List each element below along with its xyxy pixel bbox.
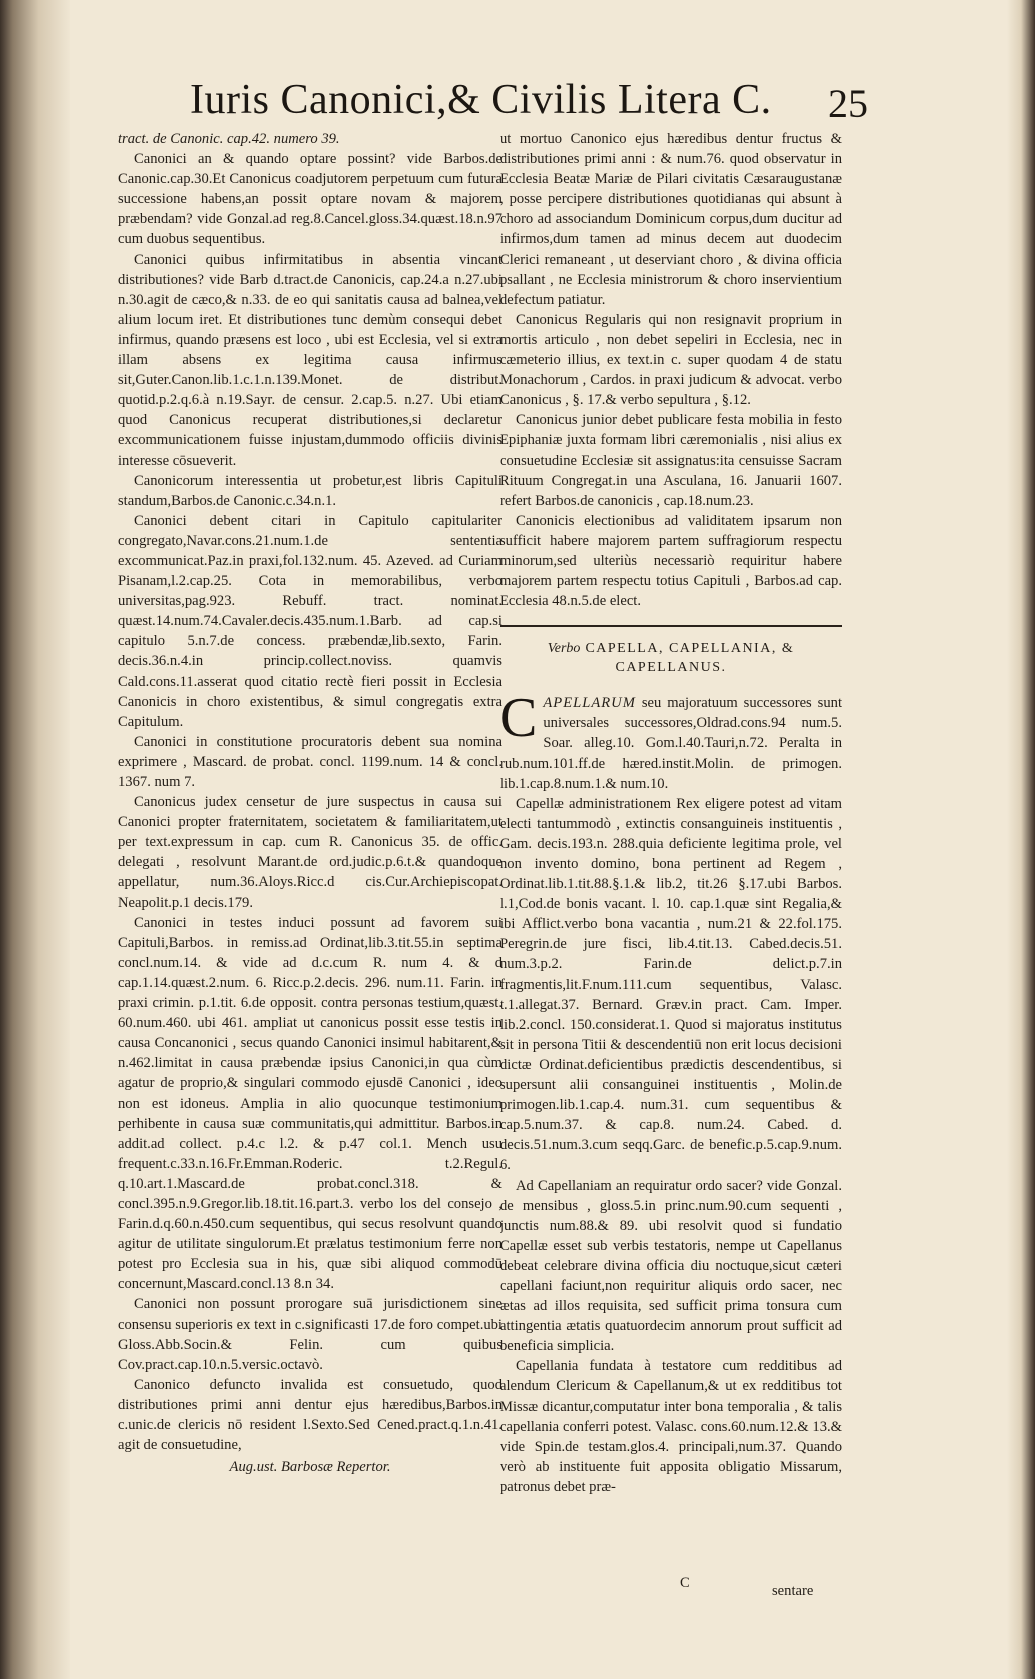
page-edge-shadow xyxy=(1007,0,1035,1679)
catchword: sentare xyxy=(772,1583,814,1599)
section-heading xyxy=(500,639,842,677)
paragraph: ut mortuo Canonico ejus hæredibus dentur fructus & distributiones primi anni : & num.76. quod observatur in Ecclesia Beatæ Mariæ de Pilari civitatis Cæsaraugustanæ , posse percipere distributiones quotidianas qui absunt à choro ad associandum Dominicum corpus,dum ducitur ad infirmos,dum tamen ad minus decem aut duodecim Clerici remaneant , ut deserviant choro , & divina officia psallant , ne Ecclesia ministrorum & choro inservientium defectum patiatur. xyxy=(500,131,842,308)
paragraph: Canonicus Regularis qui non resignavit proprium in mortis articulo , non debet sepeliri in Ecclesia, nec in cæmeterio illius, ex text.in c. super quodam 4 de statu Monachorum , Cardos. in praxi judicum & advocat. verbo Canonicus , §. 17.& verbo sepultura , §.12. xyxy=(500,311,842,409)
paragraph: tract. de Canonic. cap.42. numero 39. xyxy=(118,131,340,147)
section-divider xyxy=(500,625,842,627)
section-prefix: Verbo xyxy=(547,641,581,657)
paragraph: Canonici debent citari in Capitulo capitulariter congregato,Navar.cons.21.num.1.de sententia excommunicat.Paz.in praxi,fol.132.num. 45. Azeved. ad Curiam Pisanam,l.2.cap.25. Cota in memorabilibus, verbo universitas,pag.923. Rebuff. tract. nominat. quæst.14.num.74.Cavaler.decis.435.num.1.Barb. ad cap.si capitulo 5.n.7.de concess. præbendæ,lib.sexto, Farin. decis.36.n.4.in princip.collect.noviss. quamvis Cald.cons.11.asserat quod citatio rectè fieri possit in Ecclesia Canonicis in choro existentibus, & simul congregatis extra Capitulum. xyxy=(118,512,502,730)
paragraph-text: seu majoratuum successores sunt universales successores,Oldrad.cons.94 num.5. Soar. alleg.10. Gom.l.40.Tauri,n.72. Peralta in rub.num.101.ff.de hæred.instit.Molin. de primogen. lib.1.cap.8.num.1.& num.10. xyxy=(500,695,842,792)
paragraph: Canonicus junior debet publicare festa mobilia in festo Epiphaniæ juxta formam libri cæremonialis , nisi alius ex consuetudine Ecclesiæ sit assignatus:ita censuisse Sacram Rituum Congregat.in una Asculana, 16. Januarii 1607. refert Barbos.de canonicis , cap.18.num.23. xyxy=(500,412,842,509)
paragraph: Ad Capellaniam an requiratur ordo sacer? vide Gonzal. de mensibus , gloss.5.in princ.num.90.cum sequenti , junctis num.88.& 89. ubi resolvit quod si fundatio Capellæ esset sub verbis testatoris, nempe ut Capellanus debeat celebrare divina officia diu noctuque,sicut cæteri capellani faciunt,non requiritur aliquis ordo sacer, nec ætas ad illos requisita, sed sufficit prima tonsura cum attingentia ætatis quatuordecim annorum prout sufficit ad beneficia simplicia. xyxy=(500,1177,842,1355)
paragraph: Canonici in constitutione procuratoris debent sua nomina exprimere , Mascard. de probat. concl. 1199.num. 14 & concl. 1367. num 7. xyxy=(118,733,502,790)
paragraph: Canonico defuncto invalida est consuetudo, quod distributiones primi anni dentur ejus hæredibus,Barbos.in c.unic.de clericis nō resident l.Sexto.Sed Cened.pract.q.1.n.41. agit de consuetudine, xyxy=(118,1376,502,1454)
drop-cap: C xyxy=(500,687,538,750)
page-number: 25 xyxy=(828,81,868,126)
paragraph: Capellania fundata à testatore cum redditibus ad alendum Clericum & Capellanum,& ut ex redditibus tot Missæ dicantur,computatur inter bona temporalia , & talis capellania conferri potest. Valasc. cons.60.num.12.& 13.& vide Spin.de testam.glos.4. principali,num.37. Quando verò ab instituente fuit apposita obligatio Missarum, patronus debet præ- xyxy=(500,1358,842,1495)
right-column xyxy=(500,129,842,1659)
author-signature: Aug.ust. Barbosæ Repertor. xyxy=(229,1459,391,1476)
paragraph: Canonici an & quando optare possint? vide Barbos.de Canonic.cap.30.Et Canonicus coadjutorem perpetuum cum futura successione habens,an possit optare novam & majorem præbendam? vide Gonzal.ad reg.8.Cancel.gloss.34.quæst.18.n.97 cum duobus sequentibus. xyxy=(118,151,502,248)
paragraph: Capellæ administrationem Rex eligere potest ad vitam electi tantummodò , extinctis consanguineis instituentis , Gam. decis.193.n. 288.quia deficiente legitima prole, vel non invento domino, bona pertinent ad Regem , Ordinat.lib.1.tit.88.§.1.& lib.2, tit.26 §.17.ubi Barbos. l.1,Cod.de bonis vacant. l. 10. cap.1.quæ sint Regalia,& ibi Afflict.verbo bona vacantia , num.21 & 22.fol.175. Peregrin.de jure fisci, lib.4.tit.13. Cabed.decis.51. num.3.p.2. Farin.de delict.p.7.in fragmentis,lit.F.num.111.cum sequentibus, Valasc. t.1.allegat.37. Bernard. Græv.in pract. Cam. Imper. lib.2.concl. 150.considerat.1. Quod si majoratus institutus sit in persona Titii & descendentiū non erit locus decisioni dictæ Ordinat.deficientibus prædictis descendentibus, si supersunt alii consanguinei instituentis , Molin.de primogen.lib.1.cap.4. num.31. cum sequentibus & cap.5.num.37. & cap.8. num.24. Cabed. d. decis.51.num.3.cum seqq.Garc. de benefic.p.5.cap.9.num. 6. xyxy=(500,795,842,1174)
running-header: Iuris Canonici,& Civilis Litera C. xyxy=(190,77,772,123)
paragraph: Canonicus judex censetur de jure suspectus in causa sui Canonici propter fraternitatem, societatem & familiaritatem,ut per text.expressum in cap. cum R. Canonicus 35. de offic. delegati , resolvunt Marant.de ord.judic.p.6.t.& quandoque appellatur, num.36.Aloys.Ricc.d cis.Cur.Archiepiscopat. Neapolit.p.1 decis.179. xyxy=(118,794,502,911)
paragraph: Canonici quibus infirmitatibus in absentia vincant distributiones? vide Barb d.tract.de Canonicis, cap.24.a n.27.ubi n.30.agit de cæco,& n.33. de eo qui sanitatis causa ad balnea,vel alium locum iret. Et distributiones tunc demùm consequi debet infirmus, quando præsens est loco , ubi est Ecclesia, vel si extra illam absens ex legitima causa infirmus sit,Guter.Canon.lib.1.c.1.n.139.Monet. de distribut. quotid.p.2.q.6.à n.19.Sayr. de censur. 2.cap.5. n.27. Ubi etiam quod Canonicus recuperat distributiones,si declaretur excommunicationem fuisse injustam,dummodo officiis divinis interesse cōsueverit. xyxy=(118,251,502,469)
paragraph: Canonici non possunt prorogare suā jurisdictionem sine consensu superioris ex text in c.significasti 17.de foro compet.ubi Gloss.Abb.Socin.& Felin. cum quibus Cov.pract.cap.10.n.5.versic.octavò. xyxy=(118,1296,502,1373)
left-column xyxy=(118,129,502,1589)
paragraph: Canonicorum interessentia ut probetur,est libris Capituli standum,Barbos.de Canonic.c.34.n.1. xyxy=(118,472,502,509)
signature-mark: C xyxy=(680,1575,690,1591)
paragraph: Canonici in testes induci possunt ad favorem sui Capituli,Barbos. in remiss.ad Ordinat,lib.3.tit.55.in septima concl.num.14. & vide ad d.c.cum R. num 4. & d cap.1.14.quæst.2.num. 6. Ricc.p.2.decis. 296. num.11. Farin. in praxi crimin. p.1.tit. 6.de opposit. contra personas testium,quæst. 60.num.460. ubi 461. ampliat ut canonicus possit esse testis in causa Concanonici , secus quando Canonici insimul habitarent,& n.462.limitat in causa præbendæ ipsius Canonici,in qua cùm agatur de proprio,& singulari commodo ejusdē Canonici , ideo non est idoneus. Amplia in alio quocunque testimonium perhibente in causa suæ communitatis,qui admittitur. Barbos.in addit.ad collect. p.4.c l.2. & p.47 col.1. Mench usu frequent.c.33.n.16.Fr.Emman.Roderic. t.2.Regul. q.10.art.1.Mascard.de probat.concl.318. & concl.395.n.9.Gregor.lib.18.tit.16.part.3. verbo los del consejo , Farin.d.q.60.n.450.cum sequentibus, qui secus resolvunt quando agitur de utilitate singulorum.Et prælatus testimonium ferre non potest pro Ecclesia sua in his, quæ sibi aliquod commodū concernunt,Mascard.concl.13 8.n 34. xyxy=(118,914,502,1293)
lead-word: APELLARUM xyxy=(543,695,636,712)
paragraph: Canonicis electionibus ad validitatem ipsarum non sufficit habere majorem partem suffragiorum respectu minorum,sed ulteriùs necessariò requiritur habere majorem partem respectu totius Capituli , Barbos.ad cap. Ecclesia 48.n.5.de elect. xyxy=(500,512,842,610)
section-title: CAPELLA, CAPELLANIA, & CAPELLANUS. xyxy=(585,641,795,676)
binding-gutter xyxy=(0,0,70,1679)
paragraph xyxy=(500,687,842,793)
